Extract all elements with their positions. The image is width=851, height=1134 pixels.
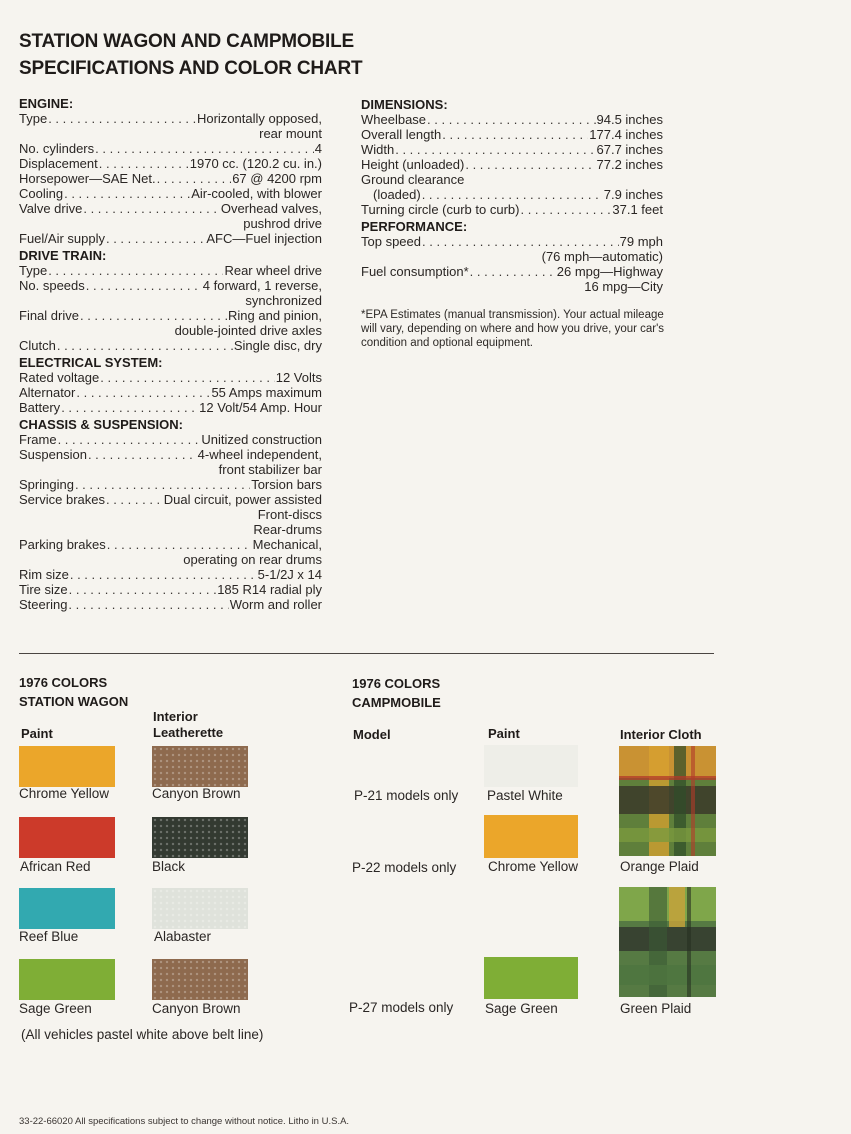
dot-leader — [83, 201, 219, 216]
spec-row — [361, 142, 663, 157]
electrical-heading: ELECTRICAL SYSTEM: — [19, 355, 163, 370]
spec-value: Ring and pinion, — [228, 308, 322, 323]
cloth-swatch-green-plaid — [619, 887, 716, 997]
epa-footnote: *EPA Estimates (manual transmission). Your actual mileage will vary, depending on where and how you drive, your car's condition and optional equipment. — [361, 309, 665, 349]
spec-row — [19, 263, 322, 278]
spec-row — [19, 385, 322, 400]
spec-value: 4 — [314, 141, 322, 156]
spec-value: 1970 cc. (120.2 cu. in.) — [189, 156, 322, 171]
dot-leader — [107, 537, 252, 552]
interior-header-line-2: Leatherette — [153, 725, 224, 740]
spec-row — [361, 234, 663, 249]
spec-row — [361, 264, 663, 279]
model-label: P-21 models only — [354, 788, 459, 803]
spec-key: Width — [361, 142, 395, 157]
interior-label: Canyon Brown — [152, 1001, 241, 1016]
spec-row — [19, 400, 322, 415]
spec-row — [19, 156, 322, 171]
spec-row — [19, 537, 322, 552]
spec-value-cont: Front-discs — [257, 507, 322, 522]
spec-key: Suspension — [19, 447, 87, 462]
wagon-interior-header — [153, 709, 223, 741]
campmobile-heading-year: 1976 COLORS — [352, 676, 441, 691]
dot-leader — [80, 308, 227, 323]
spec-key: Final drive — [19, 308, 79, 323]
spec-row — [19, 186, 322, 201]
dot-leader — [75, 477, 250, 492]
spec-key: Cooling — [19, 186, 64, 201]
spec-value-cont: pushrod drive — [243, 216, 322, 231]
spec-key: Rim size — [19, 567, 69, 582]
spec-key: Service brakes — [19, 492, 105, 507]
interior-cloth-header: Interior Cloth — [620, 727, 702, 742]
spec-key: Clutch — [19, 338, 56, 353]
spec-row — [361, 187, 663, 202]
dot-leader — [106, 231, 205, 246]
spec-row — [19, 597, 322, 612]
paint-swatch-chrome-yellow — [484, 815, 578, 858]
spec-key: Ground clearance — [361, 172, 465, 187]
spec-key: Horsepower—SAE Net. — [19, 171, 156, 186]
spec-row — [19, 492, 322, 507]
dot-leader — [68, 597, 228, 612]
spec-value-cont: operating on rear drums — [183, 552, 322, 567]
spec-value-cont: (76 mph—automatic) — [541, 249, 663, 264]
spec-key: Fuel consumption* — [361, 264, 469, 279]
dot-leader — [422, 234, 619, 249]
dot-leader — [48, 111, 196, 126]
spec-value: Single disc, dry — [233, 338, 322, 353]
dot-leader — [100, 370, 275, 385]
spec-value-cont: front stabilizer bar — [218, 462, 322, 477]
spec-value: Worm and roller — [229, 597, 322, 612]
paint-swatch-chrome-yellow — [19, 746, 115, 787]
spec-key: Fuel/Air supply — [19, 231, 105, 246]
spec-row — [19, 447, 322, 462]
spec-key: Type — [19, 111, 48, 126]
interior-header-line-1: Interior — [153, 709, 198, 724]
spec-value: Horizontally opposed, — [196, 111, 322, 126]
wagon-heading-model: STATION WAGON — [19, 694, 129, 709]
spec-key: Tire size — [19, 582, 68, 597]
dot-leader — [88, 447, 197, 462]
spec-key: Parking brakes — [19, 537, 106, 552]
spec-row — [19, 338, 322, 353]
spec-key: Steering — [19, 597, 68, 612]
interior-label: Canyon Brown — [152, 786, 241, 801]
spec-value: Mechanical, — [252, 537, 322, 552]
spec-key: Wheelbase — [361, 112, 427, 127]
specs-right-column — [361, 95, 663, 350]
spec-row — [361, 112, 663, 127]
paint-swatch-sage-green — [19, 959, 115, 1000]
spec-row — [19, 582, 322, 597]
dot-leader — [465, 157, 595, 172]
spec-value-cont: rear mount — [259, 126, 322, 141]
section-divider — [19, 653, 714, 654]
spec-value: 12 Volts — [275, 370, 322, 385]
paint-swatch-african-red — [19, 817, 115, 858]
spec-row — [19, 370, 322, 385]
dot-leader — [106, 492, 163, 507]
dot-leader — [520, 202, 611, 217]
specs-left-column — [19, 94, 322, 612]
drive-train-heading: DRIVE TRAIN: — [19, 248, 107, 263]
spec-key: No. cylinders — [19, 141, 95, 156]
paint-label: Sage Green — [19, 1001, 92, 1016]
spec-value: 67.7 inches — [596, 142, 663, 157]
spec-row — [19, 432, 322, 447]
spec-key: Alternator — [19, 385, 76, 400]
model-label: P-27 models only — [349, 1000, 454, 1015]
paint-swatch-reef-blue — [19, 888, 115, 929]
spec-value: Unitized construction — [201, 432, 322, 447]
title-line-2: SPECIFICATIONS AND COLOR CHART — [19, 58, 363, 79]
spec-value: 55 Amps maximum — [211, 385, 322, 400]
spec-key: Turning circle (curb to curb) — [361, 202, 520, 217]
spec-value: Overhead valves, — [220, 201, 322, 216]
model-header: Model — [353, 727, 391, 742]
dot-leader — [70, 567, 257, 582]
spec-value-cont: synchronized — [245, 293, 322, 308]
dot-leader — [422, 187, 603, 202]
spec-row — [19, 111, 322, 126]
interior-label: Black — [152, 859, 186, 874]
paint-label: African Red — [20, 859, 91, 874]
leatherette-swatch-black — [152, 817, 248, 858]
paint-label: Chrome Yellow — [19, 786, 110, 801]
dot-leader — [57, 338, 233, 353]
spec-value: 177.4 inches — [589, 127, 663, 142]
cloth-label: Orange Plaid — [620, 859, 699, 874]
spec-value: Dual circuit, power assisted — [163, 492, 322, 507]
spec-row — [19, 278, 322, 293]
page-title — [19, 28, 362, 82]
spec-row — [19, 141, 322, 156]
dot-leader — [99, 156, 189, 171]
spec-value: 185 R14 radial ply — [217, 582, 322, 597]
spec-value: 94.5 inches — [596, 112, 663, 127]
spec-row — [19, 201, 322, 216]
spec-value: 77.2 inches — [596, 157, 663, 172]
spec-value: AFC—Fuel injection — [206, 231, 322, 246]
model-label: P-22 models only — [352, 860, 457, 875]
leatherette-swatch-canyon-brown — [152, 746, 248, 787]
paint-label: Chrome Yellow — [488, 859, 579, 874]
campmobile-heading-model: CAMPMOBILE — [352, 695, 441, 710]
paint-label: Sage Green — [485, 1001, 558, 1016]
engine-heading: ENGINE: — [19, 96, 74, 111]
spec-row — [19, 231, 322, 246]
spec-key: Type — [19, 263, 48, 278]
dot-leader — [86, 278, 202, 293]
dot-leader — [442, 127, 588, 142]
spec-row — [19, 477, 322, 492]
spec-key: Overall length — [361, 127, 442, 142]
spec-key: Height (unloaded) — [361, 157, 465, 172]
dot-leader — [61, 400, 198, 415]
spec-row — [361, 127, 663, 142]
spec-row — [361, 202, 663, 217]
spec-key: Valve drive — [19, 201, 83, 216]
dot-leader — [427, 112, 595, 127]
campmobile-paint-header: Paint — [488, 726, 520, 741]
dot-leader — [470, 264, 556, 279]
belt-line-note: (All vehicles pastel white above belt line) — [21, 1027, 264, 1042]
spec-value: 26 mpg—Highway — [556, 264, 663, 279]
spec-key: Rated voltage — [19, 370, 100, 385]
spec-key: Battery — [19, 400, 61, 415]
dot-leader — [48, 263, 223, 278]
spec-value-cont: Rear-drums — [253, 522, 322, 537]
footer-disclaimer: 33-22-66020 All specifications subject to change without notice. Litho in U.S.A. — [19, 1116, 350, 1127]
spec-value: 7.9 inches — [603, 187, 663, 202]
dot-leader — [58, 432, 201, 447]
chassis-heading: CHASSIS & SUSPENSION: — [19, 417, 183, 432]
spec-value: Air-cooled, with blower — [191, 186, 322, 201]
interior-label: Alabaster — [154, 929, 212, 944]
spec-value: Torsion bars — [251, 477, 322, 492]
spec-value: 4-wheel independent, — [197, 447, 322, 462]
leatherette-swatch-canyon-brown — [152, 959, 248, 1000]
leatherette-swatch-alabaster — [152, 888, 248, 929]
paint-swatch-sage-green — [484, 957, 578, 999]
dot-leader — [95, 141, 314, 156]
dot-leader — [76, 385, 210, 400]
performance-heading: PERFORMANCE: — [361, 219, 468, 234]
spec-row — [361, 157, 663, 172]
paint-swatch-pastel-white — [484, 745, 578, 787]
spec-value-cont: 16 mpg—City — [584, 279, 663, 294]
spec-value: Rear wheel drive — [224, 263, 322, 278]
wagon-paint-header: Paint — [21, 726, 53, 741]
spec-key: Displacement — [19, 156, 98, 171]
spec-value: 37.1 feet — [612, 202, 663, 217]
spec-row — [19, 567, 322, 582]
campmobile-colors-heading — [352, 674, 441, 712]
spec-row — [19, 171, 322, 186]
spec-value: 79 mph — [619, 234, 663, 249]
dot-leader — [157, 171, 232, 186]
wagon-colors-heading — [19, 673, 128, 711]
dot-leader — [69, 582, 217, 597]
spec-value: 67 @ 4200 rpm — [232, 171, 322, 186]
title-line-1: STATION WAGON AND CAMPMOBILE — [19, 31, 354, 52]
dot-leader — [64, 186, 190, 201]
spec-key: Springing — [19, 477, 74, 492]
spec-value: 5-1/2J x 14 — [257, 567, 322, 582]
wagon-heading-year: 1976 COLORS — [19, 675, 108, 690]
spec-value-cont: double-jointed drive axles — [174, 323, 322, 338]
cloth-swatch-orange-plaid — [619, 746, 716, 856]
cloth-label: Green Plaid — [620, 1001, 692, 1016]
spec-row — [19, 308, 322, 323]
paint-label: Reef Blue — [19, 929, 79, 944]
paint-label: Pastel White — [487, 788, 563, 803]
spec-value: 12 Volt/54 Amp. Hour — [199, 400, 322, 415]
spec-key: (loaded) — [373, 187, 421, 202]
spec-value: 4 forward, 1 reverse, — [202, 278, 322, 293]
spec-key: Top speed — [361, 234, 421, 249]
spec-key: No. speeds — [19, 278, 85, 293]
dot-leader — [395, 142, 595, 157]
spec-key: Frame — [19, 432, 57, 447]
dimensions-heading: DIMENSIONS: — [361, 97, 448, 112]
